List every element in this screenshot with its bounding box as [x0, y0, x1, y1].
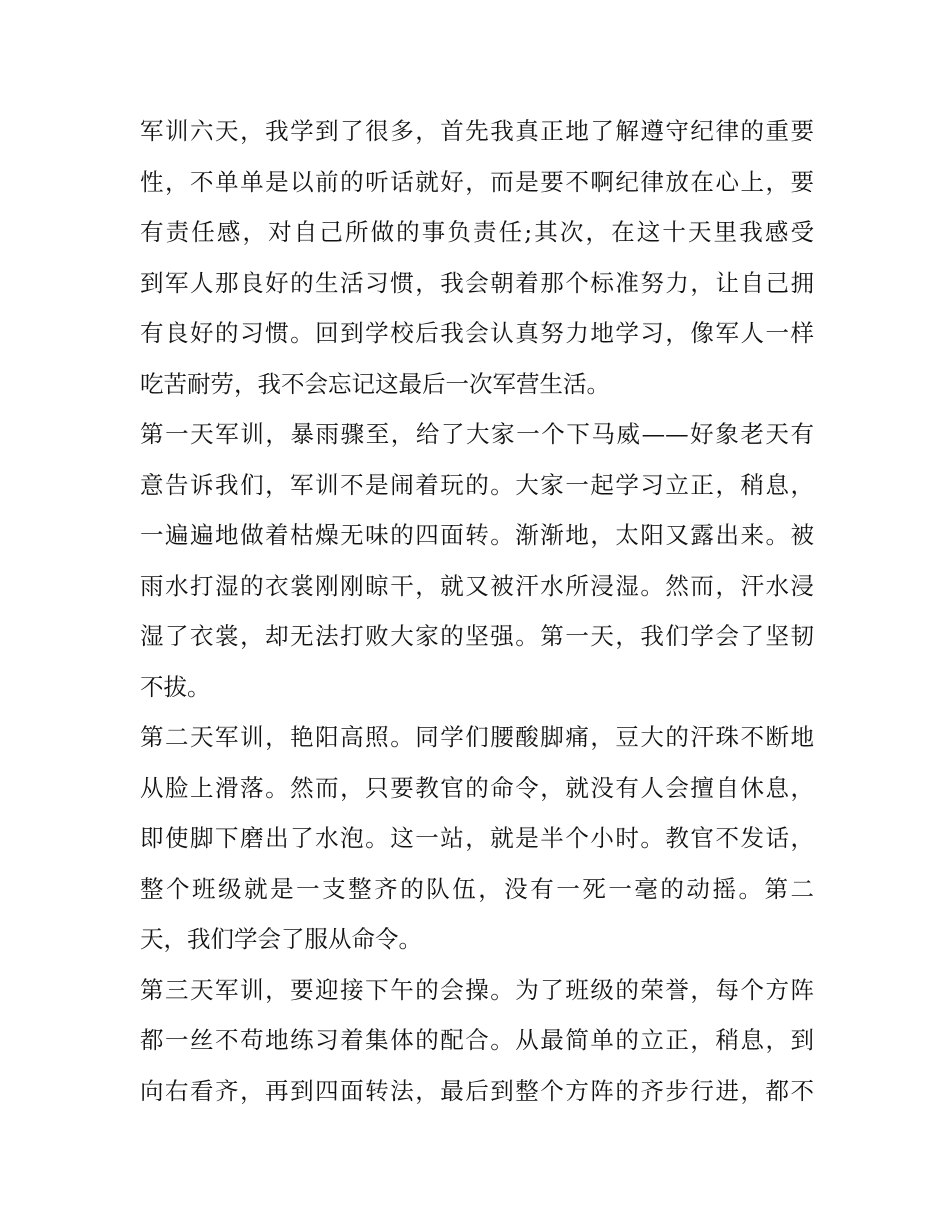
paragraph-4 — [140, 965, 814, 1117]
paragraph-2 — [140, 409, 814, 712]
text-line: 整个班级就是一支整齐的队伍，没有一死一毫的动摇。第二 — [140, 874, 814, 903]
text-line: 向右看齐，再到四面转法，最后到整个方阵的齐步行进，都不 — [140, 1076, 814, 1105]
text-line: 第三天军训，要迎接下午的会操。为了班级的荣誉，每个方阵 — [140, 975, 814, 1004]
text-line: 雨水打湿的衣裳刚刚晾干，就又被汗水所浸湿。然而，汗水浸 — [140, 571, 814, 600]
paragraph-1 — [140, 106, 814, 409]
text-line: 性，不单单是以前的听话就好，而是要不啊纪律放在心上，要 — [140, 167, 814, 196]
document-body — [140, 106, 814, 1116]
text-line: 不拔。 — [140, 672, 211, 701]
text-line: 天，我们学会了服从命令。 — [140, 925, 422, 953]
paragraph-3 — [140, 712, 814, 965]
text-line: 第二天军训，艳阳高照。同学们腰酸脚痛，豆大的汗珠不断地 — [140, 723, 814, 751]
text-line: 第一天军训，暴雨骤至，给了大家一个下马威——好象老天有 — [140, 420, 814, 448]
text-line: 有良好的习惯。回到学校后我会认真努力地学习，像军人一样 — [140, 319, 814, 347]
text-line: 湿了衣裳，却无法打败大家的坚强。第一天，我们学会了坚韧 — [140, 622, 814, 650]
text-line: 军训六天，我学到了很多，首先我真正地了解遵守纪律的重要 — [140, 117, 814, 145]
text-line: 从脸上滑落。然而，只要教官的命令，就没有人会擅自休息， — [140, 773, 814, 802]
text-line: 有责任感，对自己所做的事负责任;其次，在这十天里我感受 — [140, 218, 814, 246]
text-line: 都一丝不苟地练习着集体的配合。从最简单的立正，稍息，到 — [140, 1026, 814, 1054]
text-line: 吃苦耐劳，我不会忘记这最后一次军营生活。 — [140, 369, 610, 398]
text-line: 到军人那良好的生活习惯，我会朝着那个标准努力，让自己拥 — [140, 268, 814, 297]
text-line: 意告诉我们，军训不是闹着玩的。大家一起学习立正，稍息， — [140, 470, 814, 499]
text-line: 即使脚下磨出了水泡。这一站，就是半个小时。教官不发话， — [140, 824, 814, 852]
text-line: 一遍遍地做着枯燥无味的四面转。渐渐地，太阳又露出来。被 — [140, 521, 814, 549]
